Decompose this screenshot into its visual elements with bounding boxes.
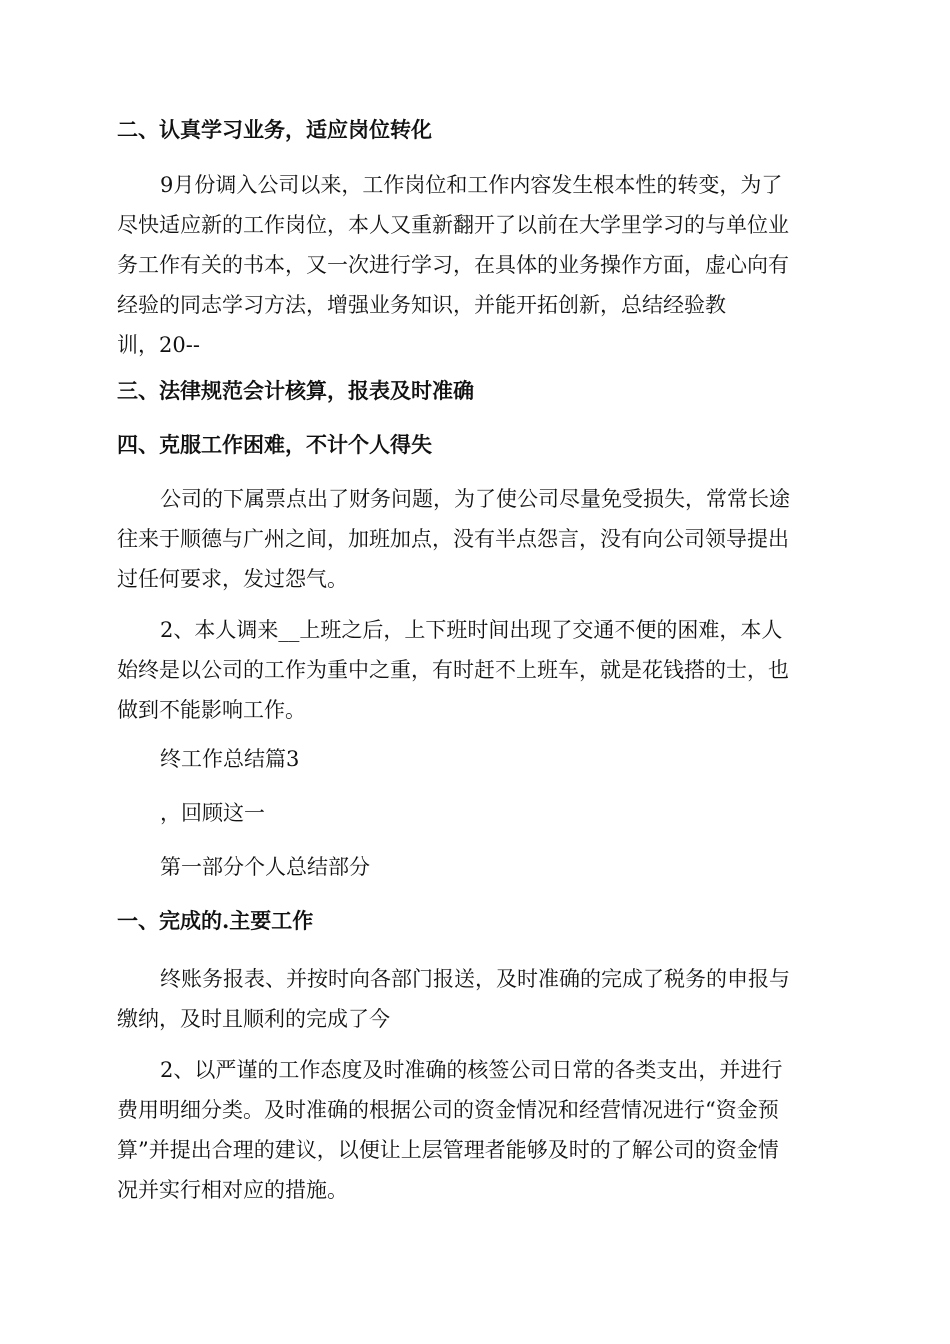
paragraph-5-line: 费用明细分类。及时准确的根据公司的资金情况和经营情况进行“资金预 [117,1098,779,1122]
paragraph-4-line: 终账务报表、并按时向各部门报送，及时准确的完成了税务的申报与 [160,967,790,991]
paragraph-3-line: 始终是以公司的工作为重中之重，有时赶不上班车，就是花钱搭的士，也 [117,658,789,682]
section-heading-1: 一、完成的.主要工作 [117,908,314,933]
part-one-line: 第一部分个人总结部分 [160,855,370,879]
paragraph-5-line: 况并实行相对应的措施。 [117,1178,348,1202]
paragraph-1-line: 9月份调入公司以来，工作岗位和工作内容发生根本性的转变，为了 [160,173,783,197]
paragraph-3-line: 2、本人调来__上班之后，上下班时间出现了交通不便的困难，本人 [160,618,783,642]
paragraph-1-line: 训，20-- [117,333,200,357]
paragraph-1-line: 经验的同志学习方法，增强业务知识，并能开拓创新，总结经验教 [117,293,726,317]
paragraph-5 [117,1050,837,1210]
paragraph-2-line: 过任何要求，发过怨气。 [117,567,348,591]
section-heading-3: 三、法律规范会计核算，报表及时准确 [117,378,474,403]
paragraph-3-line: 做到不能影响工作。 [117,698,306,722]
paragraph-1 [117,165,837,365]
paragraph-1-line: 务工作有关的书本，又一次进行学习，在具体的业务操作方面，虚心向有 [117,253,789,277]
review-line: ，回顾这一 [160,801,265,825]
paragraph-1-line: 尽快适应新的工作岗位，本人又重新翻开了以前在大学里学习的与单位业 [117,213,789,237]
paragraph-3 [117,610,837,730]
section-heading-4: 四、克服工作困难，不计个人得失 [117,432,432,457]
section-heading-2: 二、认真学习业务，适应岗位转化 [117,117,432,142]
paragraph-4-line: 缴纳，及时且顺利的完成了今 [117,1007,390,1031]
paragraph-5-line: 算”并提出合理的建议，以便让上层管理者能够及时的了解公司的资金情 [117,1138,779,1162]
paragraph-2-line: 公司的下属票点出了财务问题，为了使公司尽量免受损失，常常长途 [160,487,790,511]
paragraph-2-line: 往来于顺德与广州之间，加班加点，没有半点怨言，没有向公司领导提出 [117,527,789,551]
article-title-line: 终工作总结篇3 [160,747,300,771]
paragraph-2 [117,479,837,599]
paragraph-4 [117,959,837,1039]
paragraph-5-line: 2、以严谨的工作态度及时准确的核签公司日常的各类支出，并进行 [160,1058,783,1082]
